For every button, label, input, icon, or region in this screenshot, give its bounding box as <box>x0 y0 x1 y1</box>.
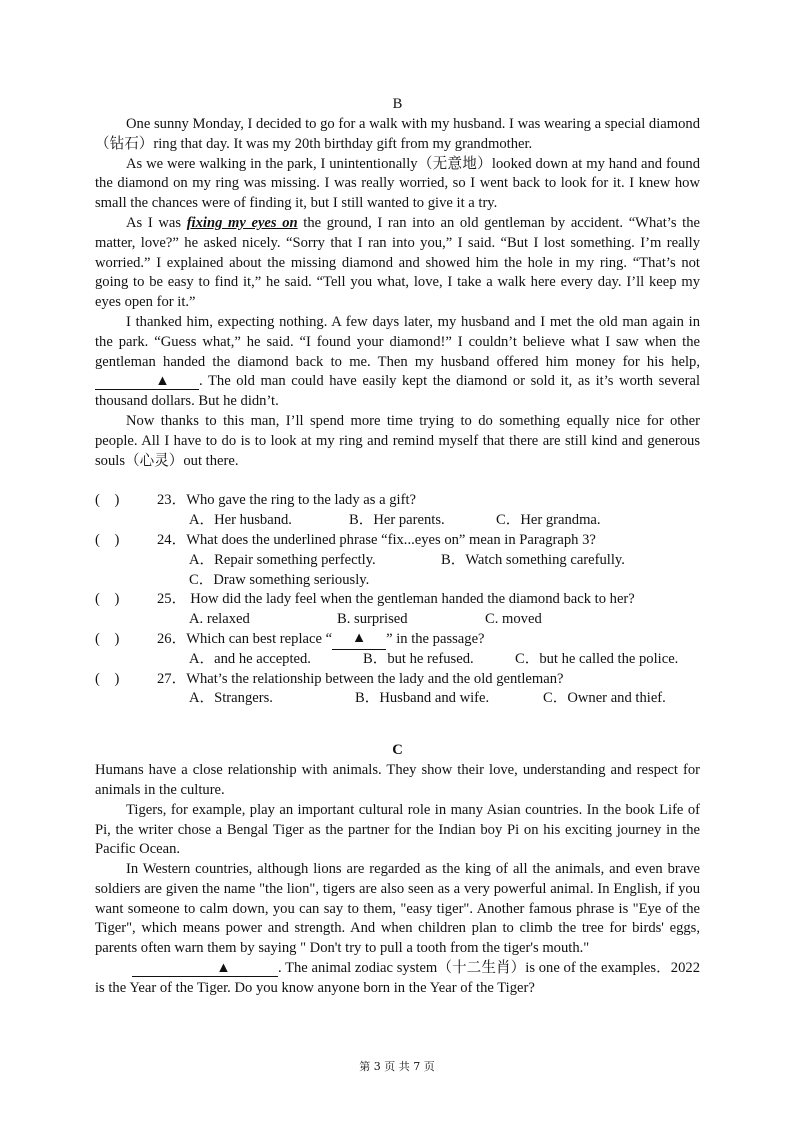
option-a: A．Repair something perfectly. <box>189 551 376 568</box>
p4-text-after: . The old man could have easily kept the diamond or sold it, as it’s worth several thousand dollars. But he didn’t. <box>95 373 700 410</box>
option-b: B．Her parents. <box>349 512 445 529</box>
option-a: A. relaxed <box>189 611 250 628</box>
question-number: 27． <box>157 670 187 687</box>
passage-c-heading: C <box>392 742 403 759</box>
question-26 <box>95 630 700 670</box>
answer-paren: ( ) <box>95 670 120 687</box>
answer-paren: ( ) <box>95 531 120 548</box>
question-text: How did the lady feel when the gentleman handed the diamond back to her? <box>190 591 635 608</box>
passage-b-paragraph-1: One sunny Monday, I decided to go for a walk with my husband. I was wearing a special diamond（钻石）ring that day. It was my 20th birthday gift from my grandmother. <box>95 116 700 152</box>
page-footer: 第 3 页 共 7 页 <box>359 1060 435 1073</box>
passage-b-paragraph-4 <box>95 313 700 412</box>
question-text: Who gave the ring to the lady as a gift? <box>186 492 416 509</box>
passage-c-paragraph-4 <box>95 959 700 999</box>
question-text-before: Which can best replace “ <box>186 630 333 647</box>
option-b: B．Husband and wife. <box>355 690 490 707</box>
answer-paren: ( ) <box>95 492 120 509</box>
option-b: B. surprised <box>337 611 408 628</box>
option-c: C. moved <box>485 611 542 628</box>
question-number: 25． <box>157 591 187 608</box>
question-23 <box>95 491 700 531</box>
answer-blank-triangle: ▲ <box>132 960 278 977</box>
p4-text-before: I thanked him, expecting nothing. A few days later, my husband and I met the old man again in the park. “Guess what,” he said. “I found your diamond!” I couldn’t believe what I saw when the gentleman handed the diamond back to me. Then my husband offered him money for his help, <box>95 313 700 370</box>
passage-b-heading: B <box>392 96 403 112</box>
question-25 <box>95 590 700 630</box>
option-c: C．Draw something seriously. <box>189 571 370 588</box>
passage-b-paragraph-5: Now thanks to this man, I’ll spend more time trying to do something equally nice for other people. All I have to do is to look at my ring and remind myself that there are still kind and generous souls（心灵）out there. <box>95 412 700 469</box>
answer-paren: ( ) <box>95 591 120 608</box>
option-c: C．but he called the police. <box>515 650 679 667</box>
option-c: C．Her grandma. <box>496 512 601 529</box>
passage-c-paragraph-1: Humans have a close relationship with animals. They show their love, understanding and respect for animals in the culture. <box>95 762 700 798</box>
answer-blank-triangle: ▲ <box>95 373 199 390</box>
option-a: A．Strangers. <box>189 690 273 707</box>
question-text-after: ” in the passage? <box>386 630 485 647</box>
option-a: A．Her husband. <box>189 512 292 529</box>
question-number: 23． <box>157 492 187 509</box>
question-text: What does the underlined phrase “fix...eyes on” mean in Paragraph 3? <box>186 531 596 548</box>
question-24 <box>95 531 700 590</box>
option-a: A．and he accepted. <box>189 650 311 667</box>
option-c: C．Owner and thief. <box>543 690 666 707</box>
question-number: 26． <box>157 630 187 647</box>
exam-page <box>95 95 700 999</box>
question-number: 24． <box>157 531 187 548</box>
question-text: What’s the relationship between the lady and the old gentleman? <box>186 670 564 687</box>
passage-b-paragraph-3 <box>95 214 700 313</box>
answer-blank-triangle: ▲ <box>332 630 386 650</box>
underlined-phrase: fixing my eyes on <box>186 214 298 231</box>
option-b: B．but he refused. <box>363 650 474 667</box>
option-b: B．Watch something carefully. <box>441 551 625 568</box>
answer-paren: ( ) <box>95 630 120 647</box>
passage-b-paragraph-2: As we were walking in the park, I unintentionally（无意地）looked down at my hand and found the diamond on my ring was missing. I was really worried, so I went back to look for it. I knew how small the chances were of finding it, but I still wanted to give it a try. <box>95 155 700 212</box>
p3-text-after: the ground, I ran into an old gentleman by accident. “What’s the matter, love?” he asked nicely. “Sorry that I ran into you,” I said. “But I lost something. I’m really worried.” I explained about the missing diamond and showed him the hole in my ring. “That’s not going to be easy to find it,” he said. “Tell you what, love, I take a walk here every day. I’ll keep my eyes open for it.” <box>95 214 700 311</box>
passage-c-paragraph-3: In Western countries, although lions are regarded as the king of all the animals, and even brave soldiers are given the name "the lion", tigers are also seen as a very powerful animal. In English, if you want someone to calm down, you can say to them, "easy tiger". Another famous phrase is "Eye of the Tiger", which means power and strength. And when children plan to climb the tree for birds' eggs, parents often warn them by saying " Don't try to pull a tooth from the tiger's mouth." <box>95 861 700 957</box>
p4-text-after: . The animal zodiac system（十二生肖）is one of the examples．2022 is the Year of the Tiger. Do you know anyone born in the Year of the Tiger? <box>95 960 700 996</box>
passage-c-paragraph-2: Tigers, for example, play an important cultural role in many Asian countries. In the book Life of Pi, the writer chose a Bengal Tiger as the partner for the Indian boy Pi on his exciting journey in the Pacific Ocean. <box>95 801 700 858</box>
question-27 <box>95 670 700 710</box>
p3-text-before: As I was <box>126 214 187 231</box>
